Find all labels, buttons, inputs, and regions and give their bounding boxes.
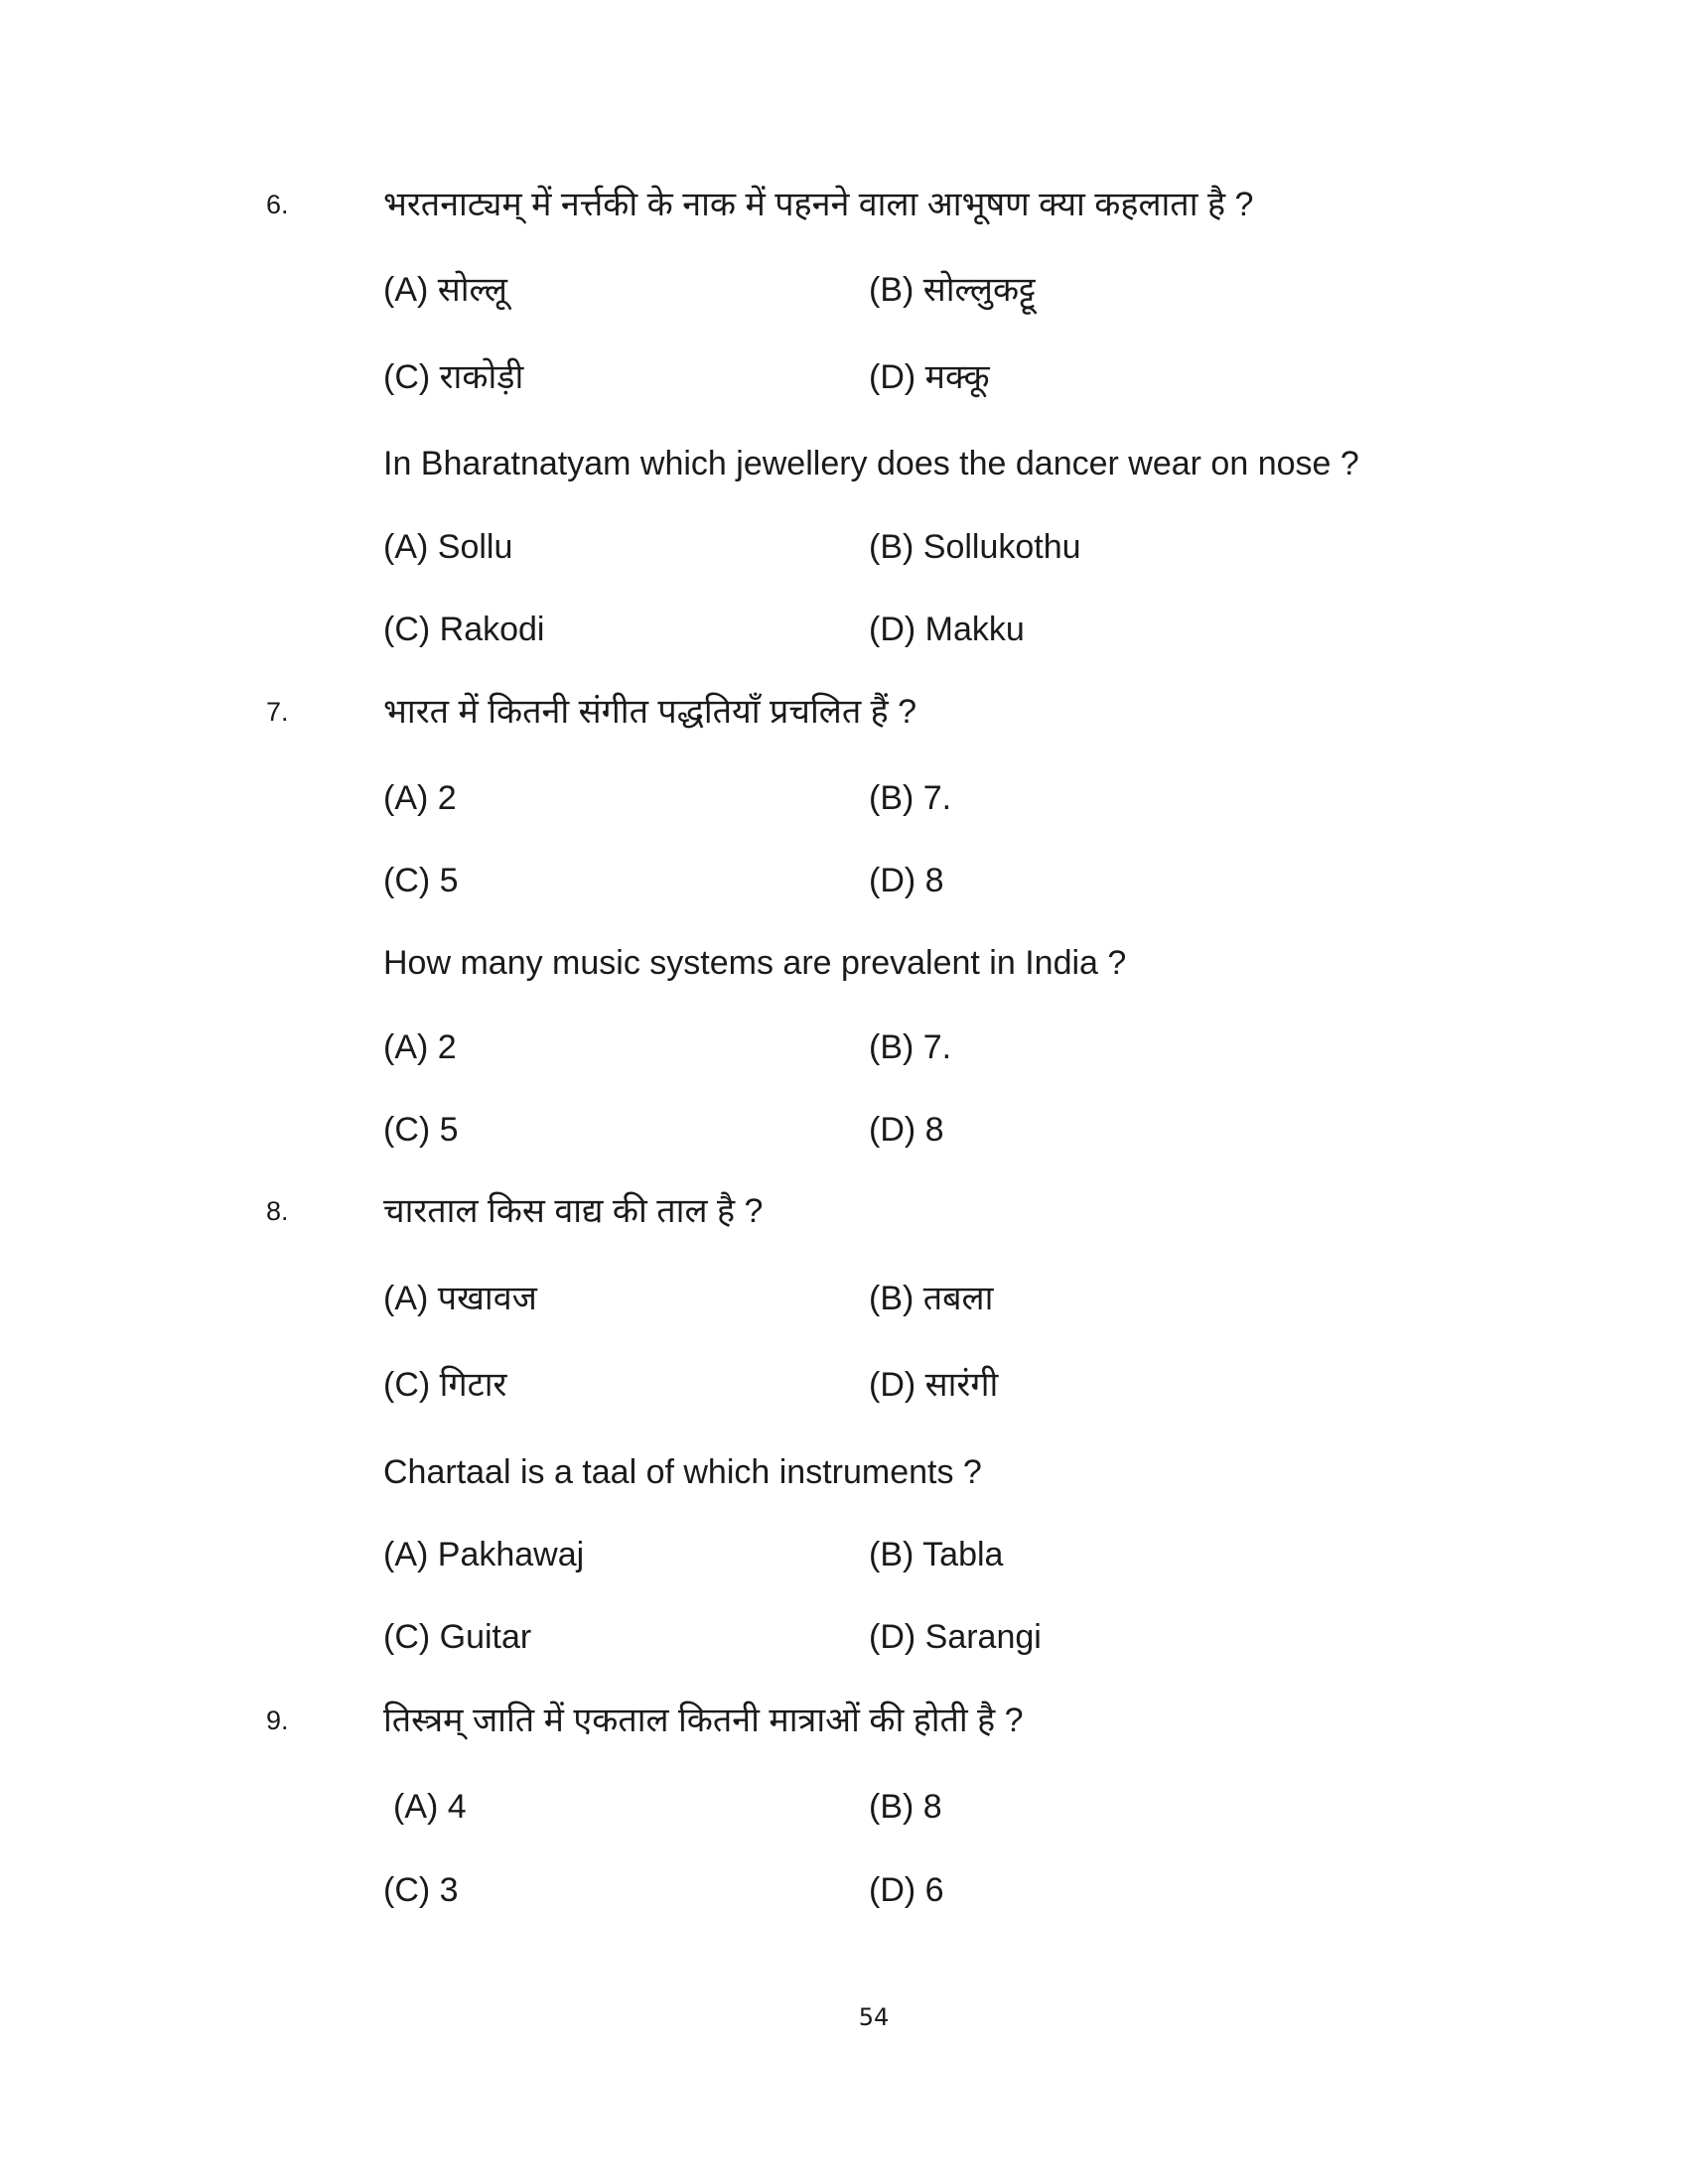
option-hindi: (A) सोल्लू: [383, 271, 507, 309]
option-hindi: (B) 7.: [869, 779, 952, 817]
option-hindi: (D) मक्कू: [869, 358, 990, 396]
option-hindi: (B) सोल्लुकट्टू: [869, 271, 1036, 309]
option-hindi: (A) 4: [393, 1788, 467, 1826]
question-number: 7.: [266, 697, 289, 727]
page-number: 54: [858, 2003, 890, 2031]
question-text-hindi: भारत में कितनी संगीत पद्धतियाँ प्रचलित हैं ?: [383, 693, 917, 731]
question-text-hindi: भरतनाट्यम् में नर्त्तकी के नाक में पहनने वाला आभूषण क्या कहलाता है ?: [383, 186, 1254, 223]
option-english: (C) Guitar: [383, 1618, 532, 1656]
question-number: 6.: [266, 190, 289, 219]
option-english: (B) Tabla: [869, 1536, 1004, 1573]
option-hindi: (D) 6: [869, 1871, 944, 1909]
option-english: (C) 5: [383, 1111, 459, 1149]
option-hindi: (A) पखावज: [383, 1280, 537, 1317]
option-english: (D) Sarangi: [869, 1618, 1042, 1656]
option-english: (A) Pakhawaj: [383, 1536, 585, 1573]
option-hindi: (B) तबला: [869, 1280, 994, 1317]
option-english: (D) Makku: [869, 611, 1025, 648]
option-hindi: (C) राकोड़ी: [383, 358, 524, 396]
question-text-english: Chartaal is a taal of which instruments ?: [383, 1453, 982, 1491]
option-hindi: (D) 8: [869, 862, 944, 899]
question-text-english: How many music systems are prevalent in India ?: [383, 944, 1127, 982]
option-hindi: (C) 5: [383, 862, 459, 899]
option-english: (A) 2: [383, 1028, 457, 1066]
question-text-hindi: तिस्त्रम् जाति में एकताल कितनी मात्राओं की होती है ?: [383, 1702, 1024, 1739]
option-english: (B) 7.: [869, 1028, 952, 1066]
question-text-hindi: चारताल किस वाद्य की ताल है ?: [383, 1192, 764, 1230]
question-number: 9.: [266, 1706, 289, 1735]
option-english: (D) 8: [869, 1111, 944, 1149]
option-hindi: (B) 8: [869, 1788, 942, 1826]
option-english: (A) Sollu: [383, 528, 513, 566]
option-hindi: (C) गिटार: [383, 1366, 507, 1404]
option-hindi: (A) 2: [383, 779, 457, 817]
option-hindi: (C) 3: [383, 1871, 459, 1909]
option-hindi: (D) सारंगी: [869, 1366, 999, 1404]
option-english: (C) Rakodi: [383, 611, 545, 648]
question-number: 8.: [266, 1196, 289, 1226]
question-text-english: In Bharatnatyam which jewellery does the dancer wear on nose ?: [383, 445, 1359, 482]
option-english: (B) Sollukothu: [869, 528, 1081, 566]
